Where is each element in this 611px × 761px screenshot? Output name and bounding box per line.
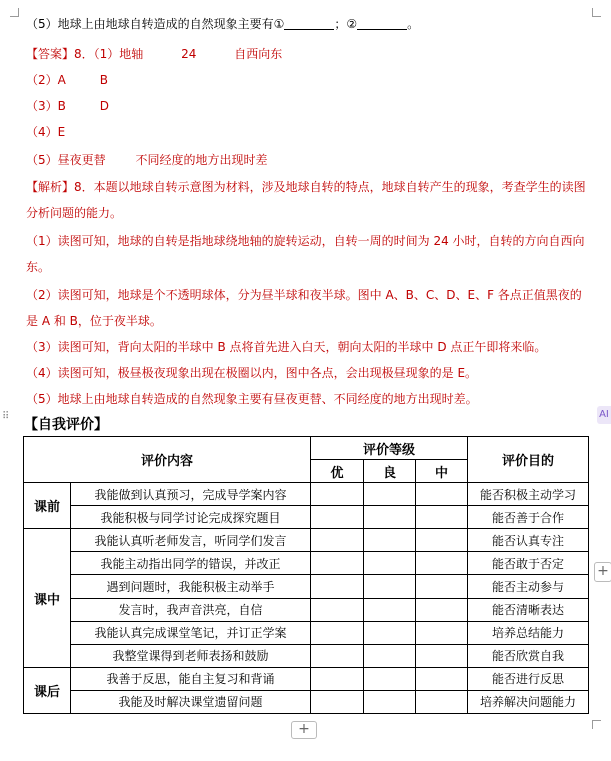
rating-cell[interactable] — [364, 598, 416, 621]
drag-handle-icon[interactable]: ⠿ — [2, 411, 10, 422]
phase-after-class: 课后 — [24, 667, 71, 713]
header-level-excellent: 优 — [311, 460, 364, 483]
rating-cell[interactable] — [416, 598, 468, 621]
eval-item: 我能积极与同学讨论完成探究题目 — [71, 506, 311, 529]
page-corner-mark — [592, 720, 601, 729]
header-level-fair: 中 — [416, 460, 468, 483]
rating-cell[interactable] — [364, 575, 416, 598]
header-goal: 评价目的 — [468, 437, 589, 483]
phase-before-class: 课前 — [24, 483, 71, 529]
answer-blank-1[interactable] — [284, 17, 334, 30]
page-corner-mark — [592, 8, 601, 17]
eval-goal: 能否积极主动学习 — [468, 483, 589, 506]
rating-cell[interactable] — [311, 644, 364, 667]
eval-item: 我能及时解决课堂遗留问题 — [71, 690, 311, 713]
question-5: （5）地球上由地球自转造成的自然现象主要有① ；② 。 — [26, 17, 420, 31]
rating-cell[interactable] — [416, 644, 468, 667]
header-level: 评价等级 — [311, 437, 468, 460]
answer-line-2: （2）A B — [26, 73, 108, 87]
rating-cell[interactable] — [311, 552, 364, 575]
rating-cell[interactable] — [311, 690, 364, 713]
rating-cell[interactable] — [364, 644, 416, 667]
add-column-button[interactable]: + — [594, 562, 611, 582]
answer-line-5: （5）昼夜更替 不同经度的地方出现时差 — [26, 153, 268, 167]
eval-goal: 培养总结能力 — [468, 621, 589, 644]
analysis-part-3: （3）读图可知，背向太阳的半球中 B 点将首先进入白天，朝向太阳的半球中 D 点正午即将来临。 — [26, 340, 547, 354]
rating-cell[interactable] — [416, 552, 468, 575]
rating-cell[interactable] — [364, 529, 416, 552]
analysis-intro: 【解析】8．本题以地球自转示意图为材料，涉及地球自转的特点，地球自转产生的现象，考查学生的读图分析问题的能力。 — [26, 180, 586, 220]
rating-cell[interactable] — [311, 667, 364, 690]
self-eval-table — [23, 436, 589, 714]
eval-item: 我整堂课得到老师表扬和鼓励 — [71, 644, 311, 667]
eval-item: 我能主动指出同学的错误，并改正 — [71, 552, 311, 575]
rating-cell[interactable] — [311, 483, 364, 506]
rating-cell[interactable] — [416, 575, 468, 598]
rating-cell[interactable] — [311, 598, 364, 621]
eval-goal: 能否清晰表达 — [468, 598, 589, 621]
eval-goal: 能否欣赏自我 — [468, 644, 589, 667]
analysis-part-2: （2）读图可知，地球是个不透明球体，分为昼半球和夜半球。图中 A、B、C、D、E、F 各点正值黑夜的是 A 和 B，位于夜半球。 — [26, 288, 582, 328]
rating-cell[interactable] — [416, 483, 468, 506]
eval-goal: 能否主动参与 — [468, 575, 589, 598]
rating-cell[interactable] — [364, 621, 416, 644]
eval-item: 我能认真听老师发言，听同学们发言 — [71, 529, 311, 552]
analysis-part-1: （1）读图可知，地球的自转是指地球绕地轴的旋转运动，自转一周的时间为 24 小时，自转的方向自西向东。 — [26, 234, 585, 274]
rating-cell[interactable] — [416, 506, 468, 529]
rating-cell[interactable] — [311, 506, 364, 529]
rating-cell[interactable] — [364, 690, 416, 713]
answer-line-3: （3）B D — [26, 99, 109, 113]
eval-goal: 能否认真专注 — [468, 529, 589, 552]
rating-cell[interactable] — [311, 575, 364, 598]
eval-goal: 培养解决问题能力 — [468, 690, 589, 713]
phase-in-class: 课中 — [24, 529, 71, 667]
rating-cell[interactable] — [416, 621, 468, 644]
answer-line-1: 【答案】8．（1）地轴 24 自西向东 — [26, 47, 283, 61]
eval-goal: 能否进行反思 — [468, 667, 589, 690]
eval-goal: 能否善于合作 — [468, 506, 589, 529]
rating-cell[interactable] — [416, 690, 468, 713]
ai-assistant-tab[interactable]: AI — [597, 406, 611, 424]
page-corner-mark — [10, 8, 19, 17]
rating-cell[interactable] — [416, 667, 468, 690]
analysis-part-5: （5）地球上由地球自转造成的自然现象主要有昼夜更替、不同经度的地方出现时差。 — [26, 392, 478, 406]
eval-item: 我善于反思，能自主复习和背诵 — [71, 667, 311, 690]
rating-cell[interactable] — [364, 667, 416, 690]
answer-line-4: （4）E — [26, 125, 66, 139]
rating-cell[interactable] — [364, 506, 416, 529]
eval-goal: 能否敢于否定 — [468, 552, 589, 575]
add-row-button[interactable]: + — [291, 721, 317, 739]
rating-cell[interactable] — [364, 552, 416, 575]
rating-cell[interactable] — [311, 621, 364, 644]
rating-cell[interactable] — [311, 529, 364, 552]
eval-item: 发言时，我声音洪亮，自信 — [71, 598, 311, 621]
header-level-good: 良 — [364, 460, 416, 483]
eval-item: 我能做到认真预习，完成导学案内容 — [71, 483, 311, 506]
rating-cell[interactable] — [416, 529, 468, 552]
analysis-part-4: （4）读图可知，极昼极夜现象出现在极圈以内，图中各点，会出现极昼现象的是 E。 — [26, 366, 478, 380]
header-content: 评价内容 — [24, 437, 311, 483]
self-eval-title: 【自我评价】 — [24, 417, 108, 433]
eval-item: 遇到问题时，我能积极主动举手 — [71, 575, 311, 598]
answer-blank-2[interactable] — [357, 17, 407, 30]
rating-cell[interactable] — [364, 483, 416, 506]
eval-item: 我能认真完成课堂笔记，并订正学案 — [71, 621, 311, 644]
